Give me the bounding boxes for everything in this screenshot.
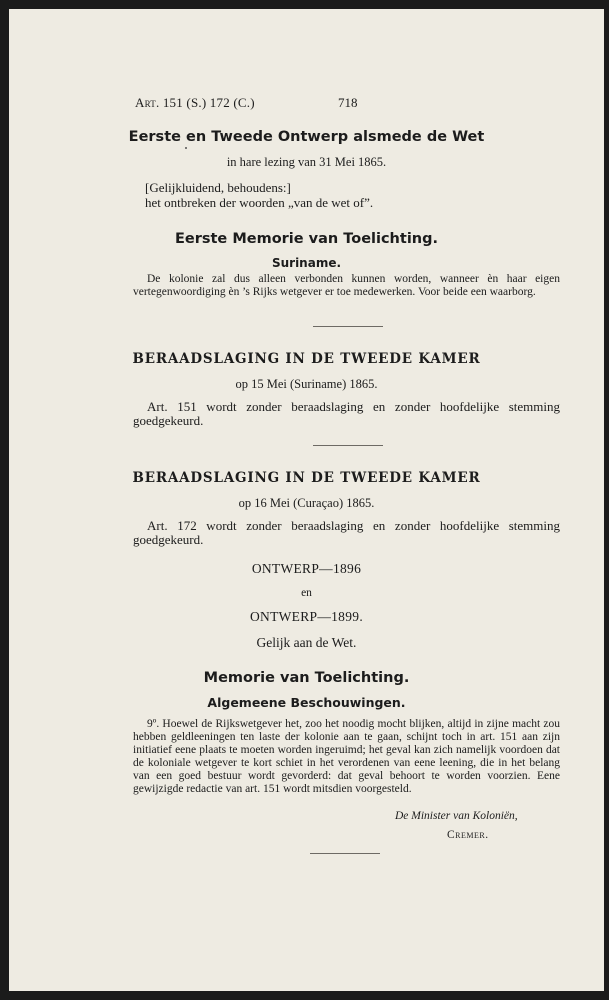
paragraph-art-151-text: Art. 151 wordt zonder beraadslaging en zonder hoofdelijke stemming goedgekeurd. [133, 399, 560, 428]
section-title-beraadslaging-1: BERAADSLAGING IN DE TWEEDE KAMER [132, 351, 481, 367]
page-number: 718 [338, 95, 358, 110]
section-title-eerste-memorie: Eerste Memorie van Toelichting. [174, 231, 438, 247]
article-numbers: 151 (S.) 172 (C.) [162, 95, 255, 110]
section-title-ontwerp-wet: Eerste en Tweede Ontwerp alsmede de Wet [128, 129, 485, 145]
signature-title: De Minister van Koloniën, [395, 810, 518, 822]
section-title-memorie: Memorie van Toelichting. [203, 670, 410, 686]
divider-rule [310, 853, 380, 854]
section-title-beraadslaging-2: BERAADSLAGING IN DE TWEEDE KAMER [132, 470, 481, 486]
heading-ontwerp-1899: ONTWERP—1899. [249, 609, 364, 624]
section-subtitle-algemeene: Algemeene Beschouwingen. [207, 695, 406, 710]
section-subtitle-16-mei: op 16 Mei (Curaçao) 1865. [238, 496, 375, 510]
paragraph-art-151 [133, 400, 560, 428]
paragraph-art-172-text: Art. 172 wordt zonder beraadslaging en zonder hoofdelijke stemming goedgekeurd. [133, 518, 560, 547]
ink-speck [185, 147, 187, 149]
paragraph-rijkswetgever-text: 9º. Hoewel de Rijkswetgever het, zoo het noodig mocht blijken, altijd in zijne macht zou hebben geldleeningen ten laste der kolonie aan te gaan, schijnt toch in art. 151 aan zijn initiatief eene plaats te moeten worden ingeruimd; het geval kan zich namelijk voordoen dat de koloniale wetgever te kort schiet in het verordenen van eene leening, die in het belang van een goed bestuur wordt gevorderd: dat geval behoort te worden voorzien. Eene gewijzigde redactie van art. 151 wordt mitsdien voorgesteld. [133, 718, 560, 795]
text-gelijk-aan-de-wet: Gelijk aan de Wet. [256, 635, 357, 650]
heading-ontwerp-1896: ONTWERP—1896 [251, 561, 362, 576]
paragraph-kolonie-text: De kolonie zal dus alleen verbonden kunnen worden, wanneer èn haar eigen vertegenwoordiging èn ’s Rijks wetgever er toe medewerken. Voor beide een waarborg. [133, 273, 560, 298]
paragraph-art-172 [133, 519, 560, 547]
running-header-article [135, 95, 255, 111]
article-label: Art. [135, 95, 160, 110]
section-subtitle-suriname: Suriname. [271, 256, 342, 270]
section-subtitle-lezing: in hare lezing van 31 Mei 1865. [226, 155, 387, 169]
text-en: en [301, 587, 312, 599]
text-gelijkluidend: [Gelijkluidend, behoudens:] [145, 180, 291, 195]
signature-name: Cremer. [447, 829, 489, 841]
book-page [9, 9, 604, 991]
divider-rule [313, 326, 383, 327]
section-subtitle-15-mei: op 15 Mei (Suriname) 1865. [235, 377, 378, 391]
divider-rule [313, 445, 383, 446]
paragraph-kolonie [133, 273, 560, 299]
paragraph-rijkswetgever [133, 718, 560, 796]
text-ontbreken: het ontbreken der woorden „van de wet of”. [145, 195, 374, 210]
